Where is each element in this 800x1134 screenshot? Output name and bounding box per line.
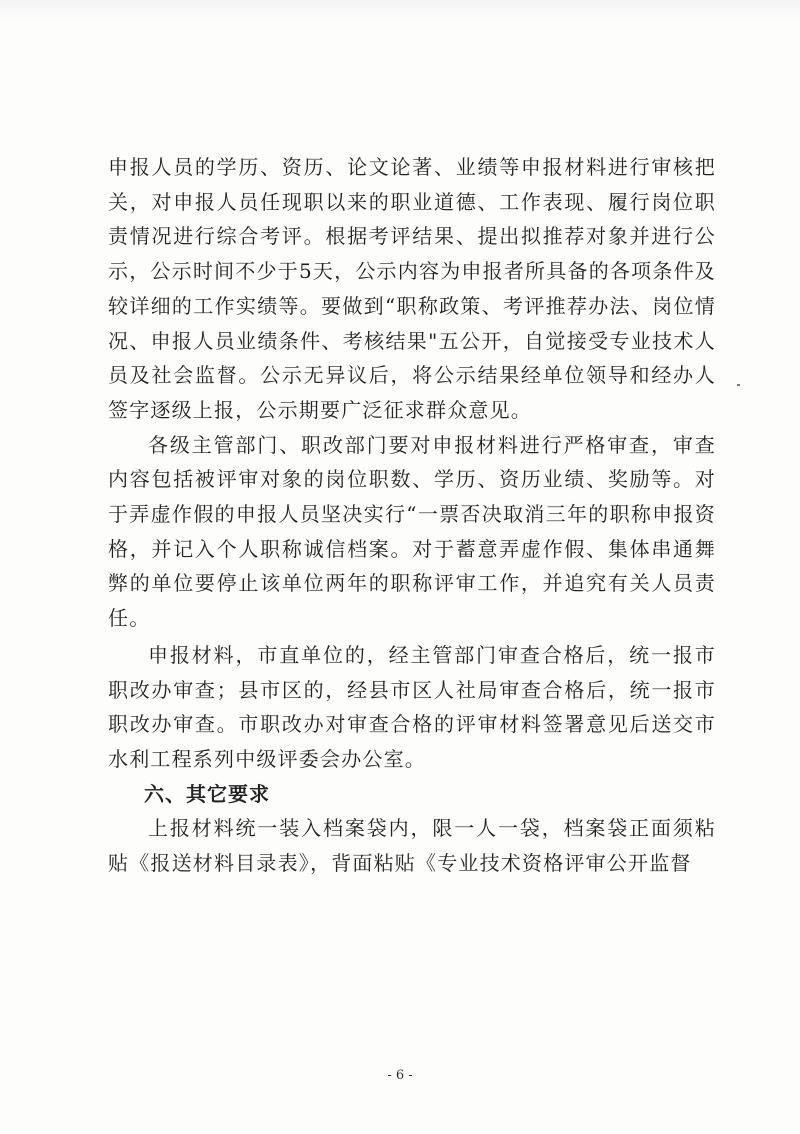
scan-edge-shadow xyxy=(0,0,800,22)
paragraph-strict-examination: 各级主管部门、职改部门要对申报材料进行严格审查，审查内容包括被评审对象的岗位职数、学历、资历业绩、奖励等。对于弄虚作假的申报人员坚决实行“一票否决取消三年的职称申报资格，并记入个人职称诚信档案。对于蓄意弄虚作假、集体串通舞弊的单位要停止该单位两年的职称评审工作，并追究有关人员责任。 xyxy=(108,432,716,631)
scan-speck xyxy=(737,384,740,386)
paragraph-submission-process: 申报材料，市直单位的，经主管部门审查合格后，统一报市职改办审查；县市区的，经县市区人社局审查合格后，统一报市职改办审查。市职改办对审查合格的评审材料签署意见后送交市水利工程系列中级评委会办公室。 xyxy=(108,642,716,771)
paragraph-review-and-publicity: 申报人员的学历、资历、论文论著、业绩等申报材料进行审核把关，对申报人员任现职以来的职业道德、工作表现、履行岗位职责情况进行综合考评。根据考评结果、提出拟推荐对象并进行公示，公示时间不少于5天，公示内容为申报者所具备的各项条件及较详细的工作实绩等。要做到“职称政策、考评推荐办法、岗位情况、申报人员业绩条件、考核结果"五公开，自觉接受专业技术人员及社会监督。公示无异议后，将公示结果经单位领导和经办人签字逐级上报，公示期要广泛征求群众意见。 xyxy=(108,155,716,422)
paragraph-packaging-requirements: 上报材料统一装入档案袋内，限一人一袋，档案袋正面须粘贴《报送材料目录表》，背面粘贴《专业技术资格评审公开监督 xyxy=(108,816,716,876)
page-number: - 6 - xyxy=(387,1068,413,1083)
document-body xyxy=(108,150,716,881)
section-heading-other-requirements: 六、其它要求 xyxy=(144,781,270,806)
